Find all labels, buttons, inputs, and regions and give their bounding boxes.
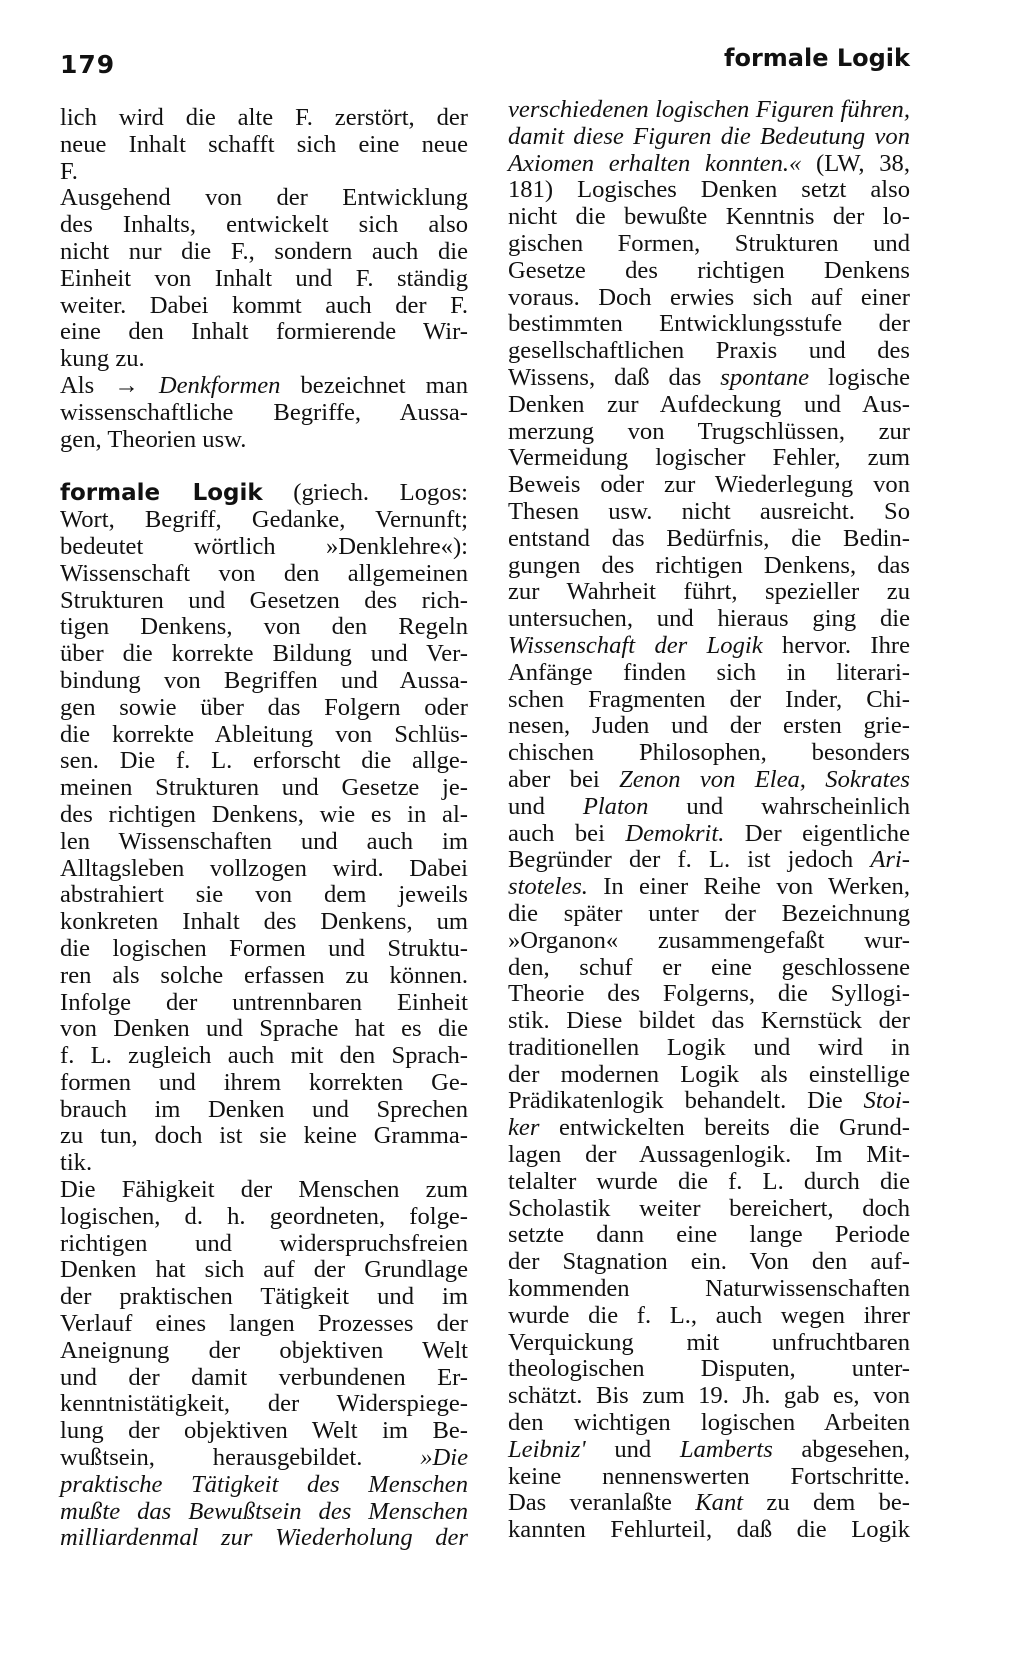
text-line: lich wird die alte F. zerstört, der — [60, 104, 468, 131]
text-line: theologischen Disputen, unter- — [508, 1355, 910, 1383]
text-run: und — [585, 1435, 680, 1463]
text-run: Prädikatenlogik behandelt. Die — [508, 1087, 864, 1115]
left-column — [60, 105, 468, 1552]
text-line: Theorie des Folgerns, die Syllogi- — [508, 980, 910, 1008]
text-run: Wissens, daß das — [508, 363, 721, 391]
cross-reference: Zenon von Elea, Sokrates — [619, 765, 910, 793]
text-line: meinen Strukturen und Gesetze je- — [60, 774, 468, 802]
text-line: richtigen und widerspruchsfreien — [60, 1229, 468, 1257]
paragraph-gap — [60, 453, 468, 480]
right-column — [508, 97, 910, 1544]
text-line: voraus. Doch erwies sich auf einer — [508, 283, 910, 311]
text-line: Einheit von Inhalt und F. ständig — [60, 264, 468, 292]
text-line: der praktischen Tätigkeit und im — [60, 1283, 468, 1311]
text-line: die korrekte Ableitung von Schlüs- — [60, 720, 468, 748]
cross-reference: Demokrit. — [625, 819, 725, 847]
quotation-line: verschiedenen logischen Figuren führen, — [508, 96, 910, 123]
text-line — [508, 151, 910, 178]
text-line: lung der objektiven Welt im Be- — [60, 1417, 468, 1445]
text-line: schätzt. Bis zum 19. Jh. gab es, von — [508, 1382, 910, 1410]
text-line: Denken hat sich auf der Grundlage — [60, 1256, 468, 1284]
entry-head-line — [60, 480, 468, 507]
text-line: Thesen usw. nicht ausreicht. So — [508, 497, 910, 525]
text-line: 181) Logisches Denken setzt also — [508, 176, 910, 204]
text-line: Wort, Begriff, Gedanke, Vernunft; — [60, 506, 468, 534]
text-line: die später unter der Bezeichnung — [508, 899, 910, 927]
text-line: gen sowie über das Folgern oder — [60, 693, 468, 721]
text-line: formen und ihrem korrekten Ge- — [60, 1068, 468, 1096]
text-line: entstand das Bedürfnis, die Bedin- — [508, 524, 910, 552]
text-line: lagen der Aussagenlogik. Im Mit- — [508, 1141, 910, 1169]
text-line: Verquickung mit unfruchtbaren — [508, 1328, 910, 1356]
text-line: gischen Formen, Strukturen und — [508, 229, 910, 257]
text-line: bedeutet wörtlich »Denklehre«): — [60, 532, 468, 560]
text-line: zu tun, doch ist sie keine Gramma- — [60, 1122, 468, 1150]
text-line — [508, 633, 910, 660]
page-number: 179 — [60, 50, 116, 79]
text-run: In einer Reihe von Werken, — [587, 873, 910, 901]
text-line: keine nennenswerten Fortschritte. — [508, 1462, 910, 1490]
text-line: Beweis oder zur Wiederlegung von — [508, 471, 910, 499]
text-line: über die korrekte Bildung und Ver- — [60, 640, 468, 668]
text-line: Aneignung der objektiven Welt — [60, 1336, 468, 1364]
quotation: »Die — [420, 1444, 468, 1472]
text-run: hervor. Ihre — [762, 631, 910, 659]
quotation-line: damit diese Figuren die Bedeutung von — [508, 122, 910, 150]
text-line: gesellschaftlichen Praxis und des — [508, 337, 910, 365]
text-line: chischen Philosophen, besonders — [508, 739, 910, 767]
text-line — [60, 373, 468, 400]
text-line: gen, Theorien usw. — [60, 425, 247, 453]
text-line: stik. Diese bildet das Kernstück der — [508, 1007, 910, 1035]
text-line: len Wissenschaften und auch im — [60, 827, 468, 855]
text-line: tigen Denkens, von den Regeln — [60, 613, 468, 641]
text-line: neue Inhalt schafft sich eine neue — [60, 130, 468, 158]
text-line: des richtigen Denkens, wie es in al- — [60, 800, 468, 828]
text-line: nicht die bewußte Kenntnis der lo- — [508, 203, 910, 231]
text-line: »Organon« zusammengefaßt wur- — [508, 926, 910, 954]
text-line: schen Fragmenten der Inder, Chi- — [508, 685, 910, 713]
text-line: nesen, Juden und der ersten grie- — [508, 712, 910, 740]
text-line: kenntnistätigkeit, der Widerspiege- — [60, 1390, 468, 1418]
text-line: brauch im Denken und Sprechen — [60, 1095, 468, 1123]
text-line — [508, 365, 910, 392]
text-line — [508, 794, 910, 821]
text-line: zur Wahrheit führt, spezieller zu — [508, 578, 910, 606]
text-line: Anfänge finden sich in literari- — [508, 658, 910, 686]
text-line — [508, 1115, 910, 1142]
text-line: und der damit verbundenen Er- — [60, 1363, 468, 1391]
text-line: Gesetze des richtigen Denkens — [508, 256, 910, 284]
text-line: Die Fähigkeit der Menschen zum — [60, 1176, 468, 1204]
quotation: Axiomen erhalten konnten.« — [508, 149, 802, 177]
emphasis: spontane — [720, 363, 810, 391]
text-line: ren als solche erfassen zu können. — [60, 961, 468, 989]
text-line: den, schuf er eine geschlossene — [508, 953, 910, 981]
text-line: Vermeidung logischer Fehler, zum — [508, 444, 910, 472]
text-run: abgesehen, — [772, 1435, 910, 1463]
text-run: Der eigentliche — [724, 819, 910, 847]
text-line: von Denken und Sprache hat es die — [60, 1015, 468, 1043]
text-run: entwickelten bereits die Grund- — [539, 1114, 910, 1142]
text-run: (griech. Logos: — [262, 479, 468, 507]
text-line: bindung von Begriffen und Aussa- — [60, 666, 468, 694]
cross-reference: Ari- — [870, 846, 910, 874]
text-line: logischen, d. h. geordneten, folge- — [60, 1202, 468, 1230]
text-line: Verlauf eines langen Prozesses der — [60, 1310, 468, 1338]
text-run: Das veranlaßte — [508, 1489, 696, 1517]
text-line — [508, 821, 910, 848]
text-line: kommenden Naturwissenschaften — [508, 1275, 910, 1303]
cross-reference: Denkformen — [158, 371, 281, 399]
text-run: und — [508, 792, 583, 820]
text-line — [60, 1445, 468, 1472]
cross-reference: Lamberts — [679, 1435, 773, 1463]
running-head: formale Logik — [724, 44, 910, 72]
text-run: (LW, 38, — [801, 149, 910, 177]
text-line: untersuchen, und hieraus ging die — [508, 605, 910, 633]
text-line: Ausgehend von der Entwicklung — [60, 184, 468, 212]
text-line: Alltagsleben vollzogen wird. Dabei — [60, 854, 468, 882]
text-line: Strukturen und Gesetzen des rich- — [60, 586, 468, 614]
text-line: der modernen Logik als einstellige — [508, 1060, 910, 1088]
text-line: tik. — [60, 1149, 93, 1177]
text-line: merzung von Trugschlüssen, zur — [508, 417, 910, 445]
entry-lemma: formale Logik — [60, 480, 263, 507]
text-run: aber bei — [508, 765, 620, 793]
text-line — [508, 1437, 910, 1464]
text-line: konkreten Inhalt des Denkens, um — [60, 908, 468, 936]
text-line — [508, 847, 910, 874]
text-line: eine den Inhalt formierende Wir- — [60, 318, 468, 346]
text-line: traditionellen Logik und wird in — [508, 1033, 910, 1061]
text-run: Als → — [60, 371, 159, 399]
cross-reference: stoteles. — [508, 873, 588, 901]
text-line: f. L. zugleich auch mit den Sprach- — [60, 1042, 468, 1070]
text-line: gungen des richtigen Denkens, das — [508, 551, 910, 579]
text-line: weiter. Dabei kommt auch der F. — [60, 291, 468, 319]
text-run: wußtsein, herausgebildet. — [60, 1444, 421, 1472]
text-line: Infolge der untrennbaren Einheit — [60, 988, 468, 1016]
quotation-line: mußte das Bewußtsein des Menschen — [60, 1497, 468, 1525]
text-line: Wissenschaft von den allgemeinen — [60, 559, 468, 587]
text-line: bestimmten Entwicklungsstufe der — [508, 310, 910, 338]
cross-reference: Leibniz' — [508, 1435, 586, 1463]
text-run: auch bei — [508, 819, 626, 847]
text-line: kannten Fehlurteil, daß die Logik — [508, 1516, 910, 1544]
text-run: logische — [809, 363, 911, 391]
text-line: die logischen Formen und Struktu- — [60, 934, 468, 962]
text-line: des Inhalts, entwickelt sich also — [60, 211, 468, 239]
text-line: F. — [60, 157, 78, 185]
text-line — [508, 874, 910, 901]
text-line: sen. Die f. L. erforscht die allge- — [60, 747, 468, 775]
text-line — [508, 1490, 910, 1517]
text-line: wurde die f. L., auch wegen ihrer — [508, 1301, 910, 1329]
cross-reference: Stoi- — [863, 1087, 910, 1115]
text-line: nicht nur die F., sondern auch die — [60, 237, 468, 265]
text-run: zu dem be- — [743, 1489, 910, 1517]
text-line: kung zu. — [60, 345, 145, 373]
cross-reference: Wissenschaft der Logik — [508, 631, 763, 659]
text-run: bezeichnet man — [280, 371, 469, 399]
text-line: Scholastik weiter bereichert, doch — [508, 1194, 910, 1222]
text-line: setzte dann eine lange Periode — [508, 1221, 910, 1249]
quotation-line: milliardenmal zur Wiederholung der — [60, 1524, 468, 1552]
text-line: wissenschaftliche Begriffe, Aussa- — [60, 398, 468, 426]
text-line: telalter wurde die f. L. durch die — [508, 1167, 910, 1195]
text-line — [508, 767, 910, 794]
cross-reference: Kant — [695, 1489, 744, 1517]
cross-reference: Platon — [582, 792, 649, 820]
text-run: und wahrscheinlich — [648, 792, 910, 820]
text-line: Denken zur Aufdeckung und Aus- — [508, 390, 910, 418]
text-line: der Stagnation ein. Von den auf- — [508, 1248, 910, 1276]
text-line — [508, 1088, 910, 1115]
cross-reference: ker — [508, 1114, 540, 1142]
text-line: abstrahiert sie von dem jeweils — [60, 881, 468, 909]
text-line: den wichtigen logischen Arbeiten — [508, 1409, 910, 1437]
text-run: Begründer der f. L. ist jedoch — [508, 846, 871, 874]
quotation-line: praktische Tätigkeit des Menschen — [60, 1470, 468, 1498]
